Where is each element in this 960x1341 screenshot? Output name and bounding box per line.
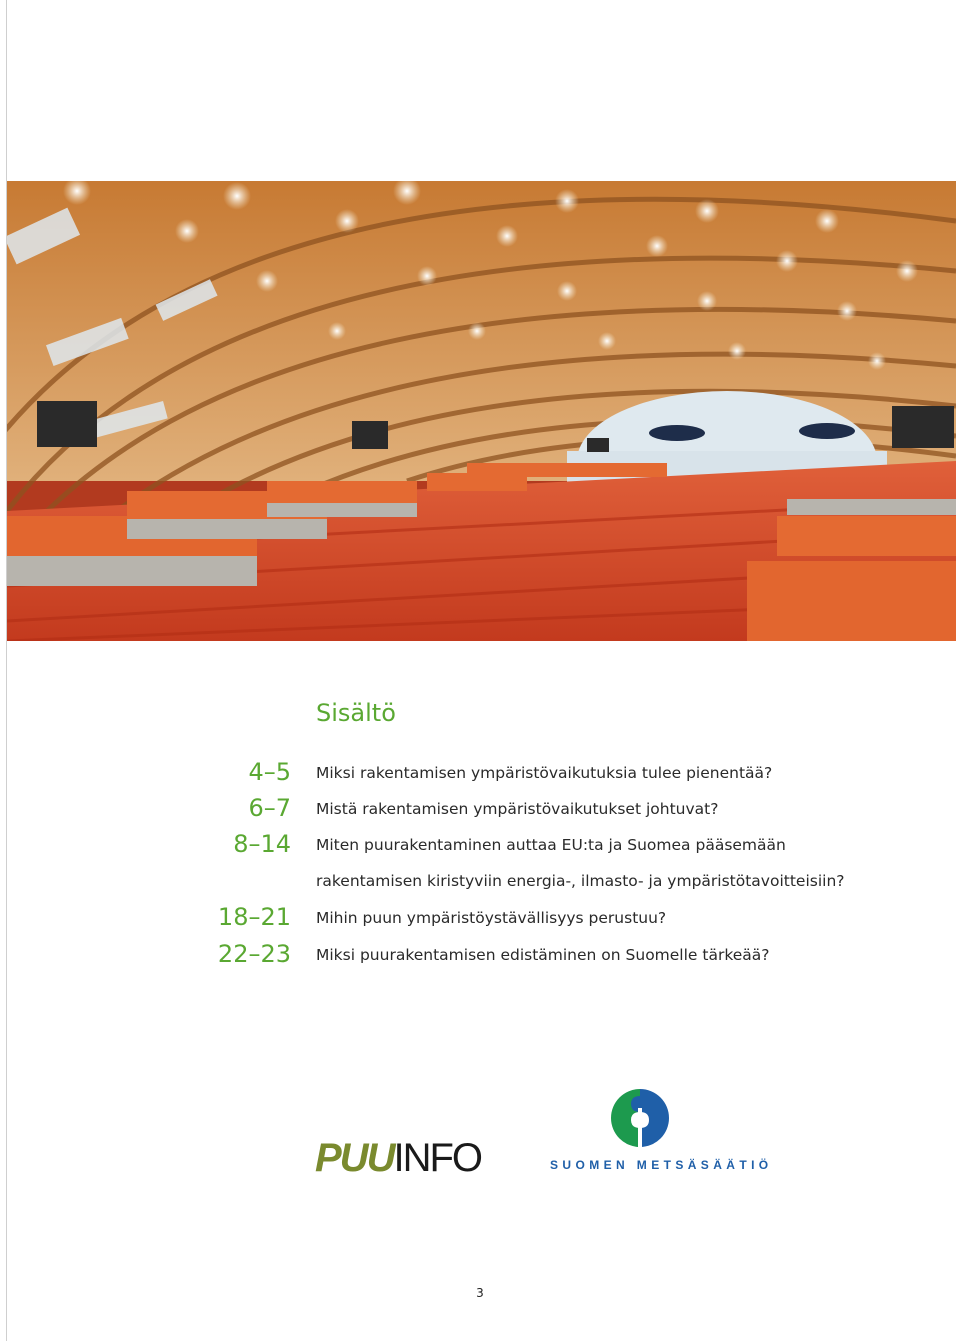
toc-entry-text: Mistä rakentamisen ympäristövaikutukset johtuvat? [316, 800, 719, 818]
puuinfo-logo-part1: PUU [315, 1136, 394, 1180]
toc-entry-text: Miten puurakentaminen auttaa EU:ta ja Suomea pääsemään [316, 836, 786, 854]
puuinfo-logo [315, 1138, 481, 1178]
page-number: 3 [476, 1286, 484, 1300]
toc-title: Sisältö [316, 699, 396, 727]
toc-entry-text: Miksi puurakentamisen edistäminen on Suomelle tärkeää? [316, 946, 770, 964]
toc-entry-pages: 6–7 [248, 794, 291, 822]
toc-entry-text-continued: rakentamisen kiristyviin energia-, ilmasto- ja ympäristötavoitteisiin? [316, 872, 845, 890]
toc-entry-pages: 8–14 [233, 830, 291, 858]
toc-entry-text: Miksi rakentamisen ympäristövaikutuksia tulee pienentää? [316, 764, 773, 782]
toc-entry-pages: 18–21 [217, 903, 291, 931]
puuinfo-logo-part2: INFO [393, 1136, 481, 1180]
hero-photo-airport-terminal [7, 181, 956, 641]
toc-entry-pages: 4–5 [248, 758, 291, 786]
suomen-metsasaatio-logo [548, 1088, 773, 1178]
toc-entry-pages: 22–23 [217, 940, 291, 968]
suomen-metsasaatio-wordmark: SUOMEN METSÄSÄÄTIÖ [550, 1158, 773, 1172]
toc-entry-text: Mihin puun ympäristöystävällisyys perustuu? [316, 909, 667, 927]
tree-emblem-icon [603, 1088, 677, 1148]
